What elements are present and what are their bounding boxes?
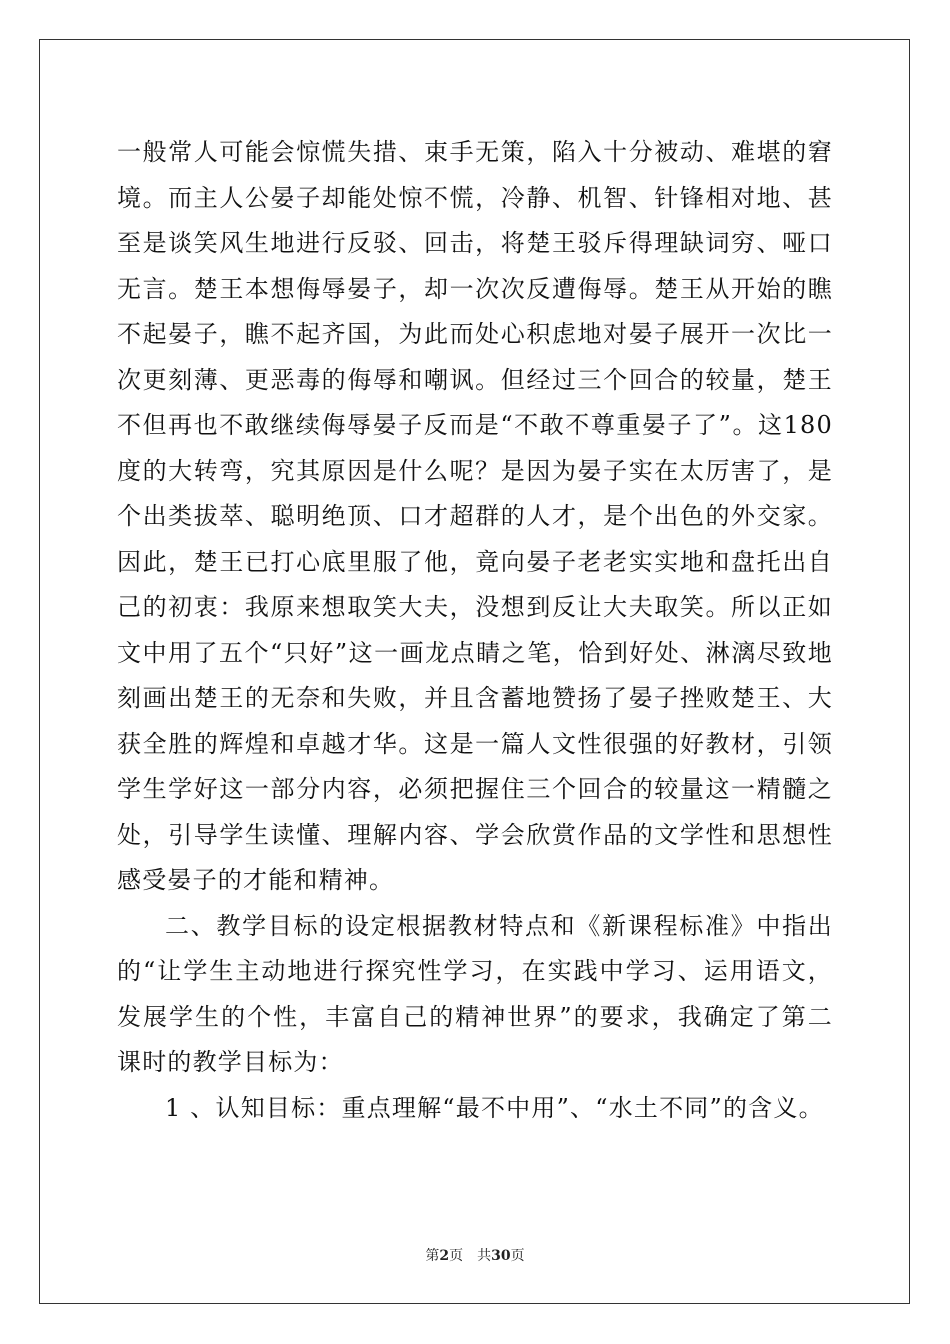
page-suffix: 页 — [449, 1248, 464, 1264]
paragraph-3: 1 、认知目标：重点理解“最不中用”、“水土不同”的含义。 — [165, 1093, 824, 1122]
document-body — [117, 130, 833, 1131]
page-number: 2 — [439, 1248, 450, 1264]
total-pages: 30 — [491, 1248, 511, 1264]
total-suffix: 页 — [510, 1248, 525, 1264]
page-prefix: 第 — [425, 1248, 440, 1264]
page-footer — [0, 1246, 950, 1266]
paragraph-2: 二、教学目标的设定根据教材特点和《新课程标准》中指出的“让学生主动地进行探究性学习，在实践中学习、运用语文，发展学生的个性，丰富自己的精神世界”的要求，我确定了第二课时的教学目标为： — [117, 911, 833, 1076]
total-prefix: 共 — [477, 1248, 492, 1264]
paragraph-1: 一般常人可能会惊慌失措、束手无策，陷入十分被动、难堪的窘境。而主人公晏子却能处惊不慌，冷静、机智、针锋相对地、甚至是谈笑风生地进行反驳、回击，将楚王驳斥得理缺词穷、哑口无言。楚王本想侮辱晏子，却一次次反遭侮辱。楚王从开始的瞧不起晏子，瞧不起齐国，为此而处心积虑地对晏子展开一次比一次更刻薄、更恶毒的侮辱和嘲讽。但经过三个回合的较量，楚王不但再也不敢继续侮辱晏子反而是“不敢不尊重晏子了”。这180度的大转弯，究其原因是什么呢？是因为晏子实在太厉害了，是个出类拔萃、聪明绝顶、口才超群的人才，是个出色的外交家。因此，楚王已打心底里服了他，竟向晏子老老实实地和盘托出自己的初衷：我原来想取笑大夫，没想到反让大夫取笑。所以正如文中用了五个“只好”这一画龙点睛之笔，恰到好处、淋漓尽致地刻画出楚王的无奈和失败，并且含蓄地赞扬了晏子挫败楚王、大获全胜的辉煌和卓越才华。这是一篇人文性很强的好教材，引领学生学好这一部分内容，必须把握住三个回合的较量这一精髓之处，引导学生读懂、理解内容、学会欣赏作品的文学性和思想性感受晏子的才能和精神。 — [117, 138, 833, 894]
